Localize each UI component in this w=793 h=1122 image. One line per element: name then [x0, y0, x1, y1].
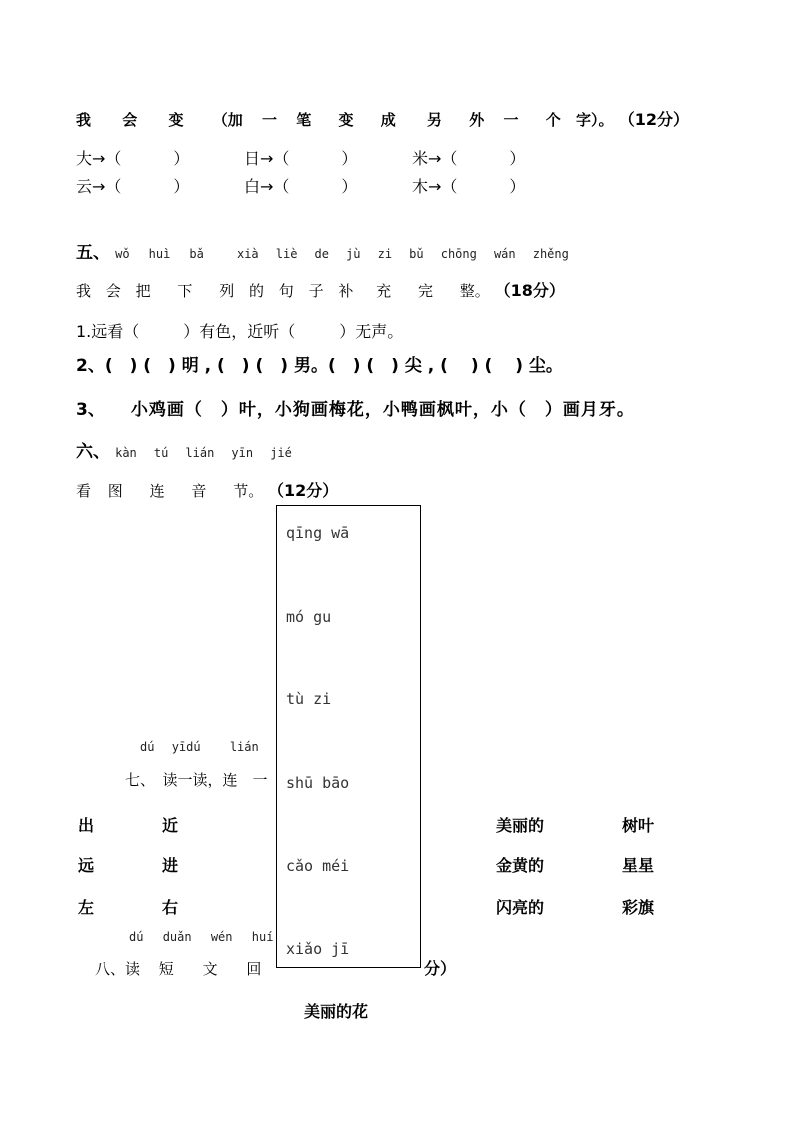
- word-left-1b[interactable]: 近: [162, 816, 179, 835]
- word-right-2a[interactable]: 金黄的: [496, 856, 545, 875]
- pinyin: bǔ: [409, 247, 424, 261]
- section8-score-tail: 分）: [424, 959, 457, 978]
- pinyin: wán: [493, 247, 516, 261]
- heading-char: 一: [503, 111, 519, 129]
- add-stroke-item[interactable]: 白→（ ）: [244, 177, 358, 196]
- pinyin: de: [314, 247, 329, 261]
- pinyin: jié: [270, 446, 292, 460]
- pinyin-option-caomei[interactable]: cǎo méi: [286, 857, 350, 875]
- section-number: 六、: [76, 442, 110, 462]
- pinyin-option-xiaoji[interactable]: xiǎo jī: [286, 940, 350, 958]
- add-stroke-item[interactable]: 木→（ ）: [412, 177, 526, 196]
- pinyin-picture-box: [276, 505, 421, 968]
- section6-title: 看 图 连 音 节。 （12分）: [76, 481, 339, 500]
- word-left-2b[interactable]: 进: [162, 856, 179, 875]
- word-left-3b[interactable]: 右: [162, 898, 179, 917]
- pinyin: bǎ: [189, 247, 204, 261]
- heading-char: 变: [168, 111, 184, 129]
- pinyin: zi: [377, 247, 393, 261]
- word-right-2b[interactable]: 星星: [622, 856, 655, 875]
- heading-char: 字）。: [576, 111, 614, 129]
- pinyin: yīn: [231, 446, 254, 460]
- pinyin: liè: [275, 247, 298, 261]
- pinyin: tú: [153, 446, 169, 460]
- pinyin: xià: [236, 247, 259, 261]
- pinyin: kàn: [115, 446, 137, 460]
- pinyin: jù: [346, 247, 361, 261]
- heading-char: 会: [122, 111, 138, 129]
- heading-char: 笔: [296, 111, 312, 129]
- heading-char: 外: [469, 111, 485, 129]
- heading-char: 我: [76, 111, 92, 129]
- score-label: （12分）: [267, 481, 339, 500]
- add-stroke-item[interactable]: 米→（ ）: [412, 149, 526, 168]
- word-right-3b[interactable]: 彩旗: [622, 898, 655, 917]
- section7-title: 七、 读一读，连 一: [125, 771, 268, 789]
- score-label: （12分）: [618, 110, 690, 129]
- heading-char: 另: [427, 111, 443, 129]
- question-2[interactable]: 2、( ) ( ) 明 , ( ) ( ) 男。( ) ( ) 尖 , ( ) ( ) 尘。: [76, 356, 563, 376]
- pinyin: huì: [148, 247, 171, 261]
- heading-char: （加: [212, 111, 243, 129]
- passage-title: 美丽的花: [304, 1002, 369, 1021]
- section8-title: 八、读 短 文 回: [95, 960, 262, 978]
- word-left-2a[interactable]: 远: [78, 856, 95, 875]
- section8-pinyin: dú duǎn wén huí: [129, 930, 274, 944]
- pinyin: lián: [185, 446, 215, 460]
- pinyin: chōng: [440, 247, 477, 261]
- word-left-3a[interactable]: 左: [78, 898, 95, 917]
- heading-char: 成: [380, 111, 396, 129]
- question-3[interactable]: 3、 小鸡画（ ）叶，小狗画梅花，小鸭画枫叶，小（ ）画月牙。: [76, 400, 635, 420]
- section7-pinyin: dú yīdú lián: [140, 740, 259, 754]
- pinyin: zhěng: [532, 247, 569, 261]
- word-right-3a[interactable]: 闪亮的: [496, 898, 545, 917]
- add-stroke-item[interactable]: 大→（ ）: [76, 149, 190, 168]
- section4-heading: [76, 107, 689, 130]
- word-right-1b[interactable]: 树叶: [622, 816, 655, 835]
- word-right-1a[interactable]: 美丽的: [496, 816, 545, 835]
- pinyin-option-tuzi[interactable]: tù zi: [286, 690, 332, 708]
- heading-char: 变: [338, 111, 354, 129]
- pinyin: wǒ: [115, 247, 130, 261]
- section5-title: 我 会 把 下 列 的 句 子 补 充 完 整。 （18分）: [76, 281, 565, 300]
- pinyin-option-shubao[interactable]: shū bāo: [286, 774, 350, 792]
- pinyin-option-mogu[interactable]: mó gu: [286, 608, 332, 626]
- section5-pinyin-line: [76, 238, 569, 263]
- question-1[interactable]: 1.远看（ ）有色，近听（ ）无声。: [76, 322, 404, 341]
- heading-char: 个: [545, 111, 561, 129]
- score-label: （18分）: [494, 281, 565, 300]
- section-number: 五、: [76, 243, 110, 263]
- add-stroke-item[interactable]: 日→（ ）: [244, 149, 358, 168]
- pinyin-option-qingwa[interactable]: qīng wā: [286, 524, 350, 542]
- heading-char: 一: [262, 111, 278, 129]
- add-stroke-item[interactable]: 云→（ ）: [76, 177, 190, 196]
- word-left-1a[interactable]: 出: [78, 816, 95, 835]
- section6-pinyin-line: [76, 437, 292, 462]
